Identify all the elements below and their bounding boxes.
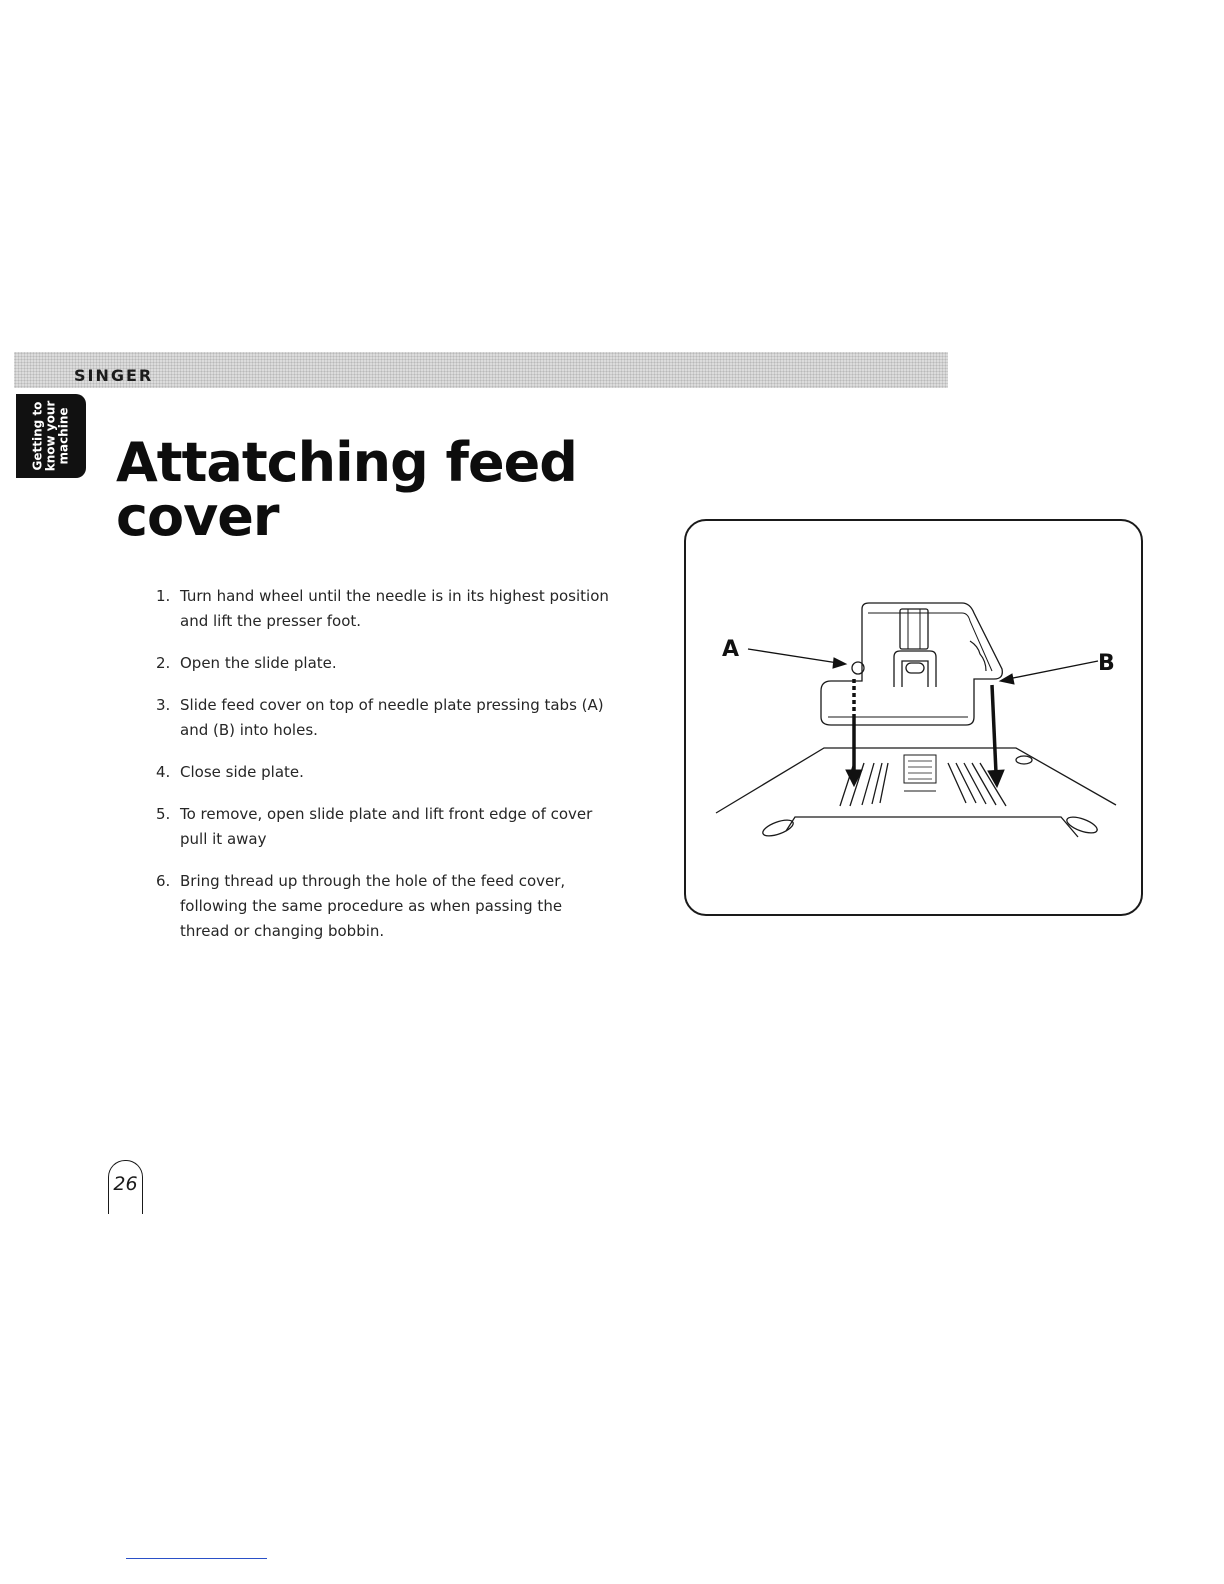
- step-text: Bring thread up through the hole of the feed cover, following the same procedure as when passing the thread or changing bobbin.: [180, 872, 566, 940]
- arrow-shaft-b: [992, 685, 996, 773]
- brand-logo: SINGER: [74, 366, 154, 385]
- leader-line-a: [748, 649, 838, 663]
- step-number: 4.: [156, 763, 171, 781]
- section-tab-line-3: machine: [56, 407, 71, 465]
- step-text: Open the slide plate.: [180, 654, 337, 672]
- step-item: [150, 584, 610, 634]
- arrow-head-b: [988, 770, 1004, 787]
- step-number: 6.: [156, 872, 171, 890]
- step-item: [150, 693, 610, 743]
- brand-header-bar: [14, 352, 948, 388]
- feed-cover-plate: [821, 603, 1002, 725]
- feed-cover-illustration: [684, 519, 1143, 916]
- footer-rule: [126, 1558, 267, 1559]
- page-number: 26: [113, 1173, 138, 1195]
- page-number-tab: [108, 1160, 143, 1214]
- step-text: Slide feed cover on top of needle plate pressing tabs (A) and (B) into holes.: [180, 696, 604, 739]
- callout-a: A: [722, 637, 740, 662]
- needle-plate-front-edge: [786, 817, 1078, 837]
- feed-cover-diagram: [686, 521, 1145, 918]
- section-tab-label: [32, 401, 71, 472]
- step-item: [150, 651, 610, 676]
- feed-slots-left: [840, 763, 888, 806]
- plate-screw: [1016, 756, 1032, 764]
- step-number: 2.: [156, 654, 171, 672]
- step-text: To remove, open slide plate and lift front edge of cover pull it away: [180, 805, 593, 848]
- step-text: Turn hand wheel until the needle is in its highest position and lift the presser foot.: [180, 587, 609, 630]
- tab-b: [970, 641, 986, 671]
- step-number: 1.: [156, 587, 171, 605]
- step-number: 3.: [156, 696, 171, 714]
- section-tab-line-2: know your: [43, 400, 58, 472]
- step-text: Close side plate.: [180, 763, 304, 781]
- step-item: [150, 760, 610, 785]
- step-item: [150, 869, 610, 944]
- feed-cover-slot: [900, 609, 928, 649]
- step-number: 5.: [156, 805, 171, 823]
- leader-arrow-a: [833, 658, 846, 668]
- leader-line-b: [1008, 661, 1098, 679]
- instruction-steps: [150, 584, 610, 961]
- section-tab: [16, 394, 86, 478]
- page-title: Attatching feed cover: [116, 431, 577, 548]
- plate-hole-right: [1065, 814, 1099, 836]
- section-tab-line-1: Getting to: [30, 401, 45, 471]
- feed-cover-opening: [894, 651, 936, 687]
- needle-plate-outline: [716, 748, 1116, 813]
- callout-b: B: [1098, 651, 1115, 676]
- step-item: [150, 802, 610, 852]
- plate-hole-left: [761, 817, 795, 839]
